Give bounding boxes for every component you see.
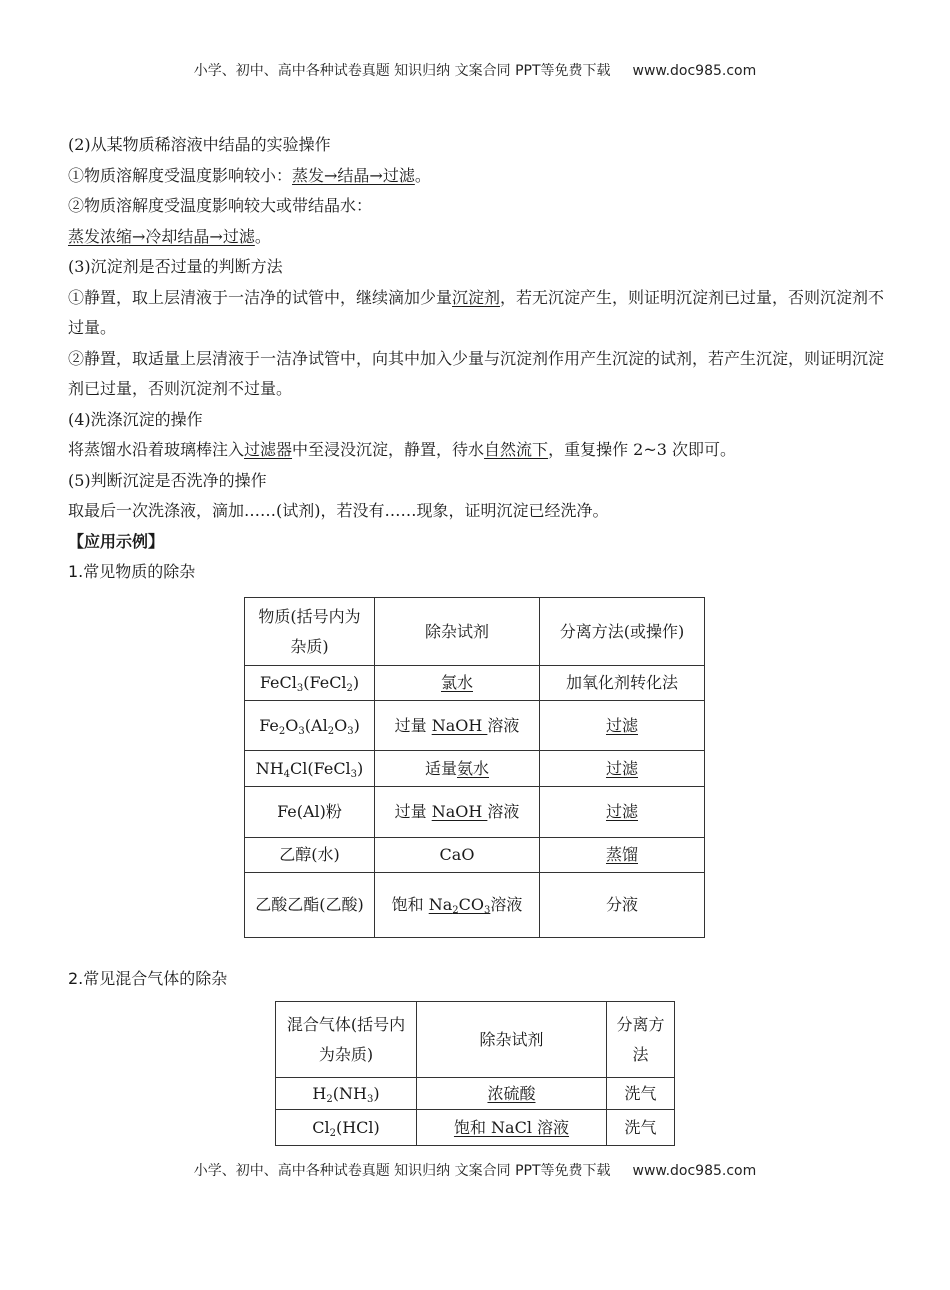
section-1-title: 1.常见物质的除杂: [68, 562, 196, 581]
section-2-title: (2)从某物质稀溶液中结晶的实验操作: [68, 135, 331, 154]
substance-cell: Fe(Al)粉: [245, 787, 375, 838]
answer-blank: 沉淀剂: [452, 287, 501, 307]
header-url[interactable]: www.doc985.com: [632, 63, 757, 79]
method-cell: 过滤: [540, 751, 705, 787]
answer-blank: 蒸发浓缩→冷却结晶→过滤: [68, 226, 255, 246]
method-cell: 洗气: [607, 1078, 675, 1110]
table-row: [245, 666, 705, 701]
method-cell: 过滤: [540, 787, 705, 838]
table-header-cell: 分离方法: [607, 1002, 675, 1078]
page-header: [0, 60, 950, 80]
table-header-row: [245, 598, 705, 666]
table-header-cell: 分离方法(或操作): [540, 598, 705, 666]
section-3-title: (3)沉淀剂是否过量的判断方法: [68, 257, 283, 276]
table-row: [245, 873, 705, 938]
paragraph-4: 将蒸馏水沿着玻璃棒注入过滤器中至浸没沉淀，静置，待水自然流下，重复操作 2~3 次即可。: [68, 440, 737, 459]
footer-url[interactable]: www.doc985.com: [632, 1163, 757, 1179]
substance-cell: 乙醇(水): [245, 838, 375, 873]
paragraph-2-2-answer: 蒸发浓缩→冷却结晶→过滤。: [68, 226, 271, 246]
reagent-cell: 过量 NaOH 溶液: [375, 701, 540, 751]
gas-cell: $Cl_2(HCl)$: [276, 1110, 417, 1146]
footer-text: 小学、初中、高中各种试卷真题 知识归纳 文案合同 PPT等免费下载: [193, 1163, 611, 1179]
table-row: [245, 751, 705, 787]
answer-blank: 蒸发→结晶→过滤: [292, 165, 415, 185]
answer-blank: 自然流下: [484, 440, 549, 459]
reagent-cell: 过量 NaOH 溶液: [375, 787, 540, 838]
method-cell: 过滤: [540, 701, 705, 751]
method-cell: 分液: [540, 873, 705, 938]
paragraph-2-2: ②物质溶解度受温度影响较大或带结晶水：: [68, 196, 373, 215]
page-footer: [0, 1160, 950, 1180]
table-row: [245, 787, 705, 838]
document-body: [68, 130, 888, 588]
table-header-cell: 除杂试剂: [417, 1002, 607, 1078]
reagent-cell: 适量氨水: [375, 751, 540, 787]
section-4-title: (4)洗涤沉淀的操作: [68, 409, 203, 429]
table-row: [276, 1110, 675, 1146]
gas-impurity-table: [275, 1001, 675, 1146]
substance-cell: 乙酸乙酯(乙酸): [245, 873, 375, 938]
substance-cell: $Fe_2O_3(Al_2O_3)$: [245, 701, 375, 751]
gas-cell: $H_2(NH_3)$: [276, 1078, 417, 1110]
answer-blank: 过滤器: [244, 440, 293, 459]
section-2-gas-title: 2.常见混合气体的除杂: [68, 969, 228, 988]
paragraph-3-1: ①静置，取上层清液于一洁净的试管中，继续滴加少量沉淀剂，若无沉淀产生，则证明沉淀剂已过量，否则沉淀剂不过量。: [68, 287, 885, 337]
header-text: 小学、初中、高中各种试卷真题 知识归纳 文案合同 PPT等免费下载: [193, 63, 611, 79]
section-5-title: (5)判断沉淀是否洗净的操作: [68, 470, 267, 490]
impurity-table: [244, 597, 705, 938]
paragraph-5: 取最后一次洗涤液，滴加……(试剂)，若没有……现象，证明沉淀已经洗净。: [68, 501, 609, 520]
table-row: [245, 701, 705, 751]
substance-cell: $NH_4Cl(FeCl_3)$: [245, 751, 375, 787]
reagent-cell: 饱和 $Na_2CO_3$溶液: [375, 873, 540, 938]
method-cell: 洗气: [607, 1110, 675, 1146]
reagent-cell: 氯水: [375, 666, 540, 701]
table-header-row: [276, 1002, 675, 1078]
paragraph-3-2: ②静置，取适量上层清液于一洁净试管中，向其中加入少量与沉淀剂作用产生沉淀的试剂，若产生沉淀，则证明沉淀剂已过量，否则沉淀剂不过量。: [68, 348, 885, 398]
substance-cell: FeCl$_3$(FeCl$_2$): [245, 666, 375, 701]
method-cell: 加氧化剂转化法: [540, 666, 705, 701]
reagent-cell: 饱和 NaCl 溶液: [417, 1110, 607, 1146]
table-header-cell: 物质(括号内为杂质): [245, 598, 375, 666]
reagent-cell: 浓硫酸: [417, 1078, 607, 1110]
method-cell: 蒸馏: [540, 838, 705, 873]
table-header-cell: 除杂试剂: [375, 598, 540, 666]
paragraph-2-1: ①物质溶解度受温度影响较小：蒸发→结晶→过滤。: [68, 165, 431, 185]
table-row: [276, 1078, 675, 1110]
reagent-cell: CaO: [375, 838, 540, 873]
table-row: [245, 838, 705, 873]
table-header-cell: 混合气体(括号内为杂质): [276, 1002, 417, 1078]
example-heading: 【应用示例】: [68, 531, 165, 551]
